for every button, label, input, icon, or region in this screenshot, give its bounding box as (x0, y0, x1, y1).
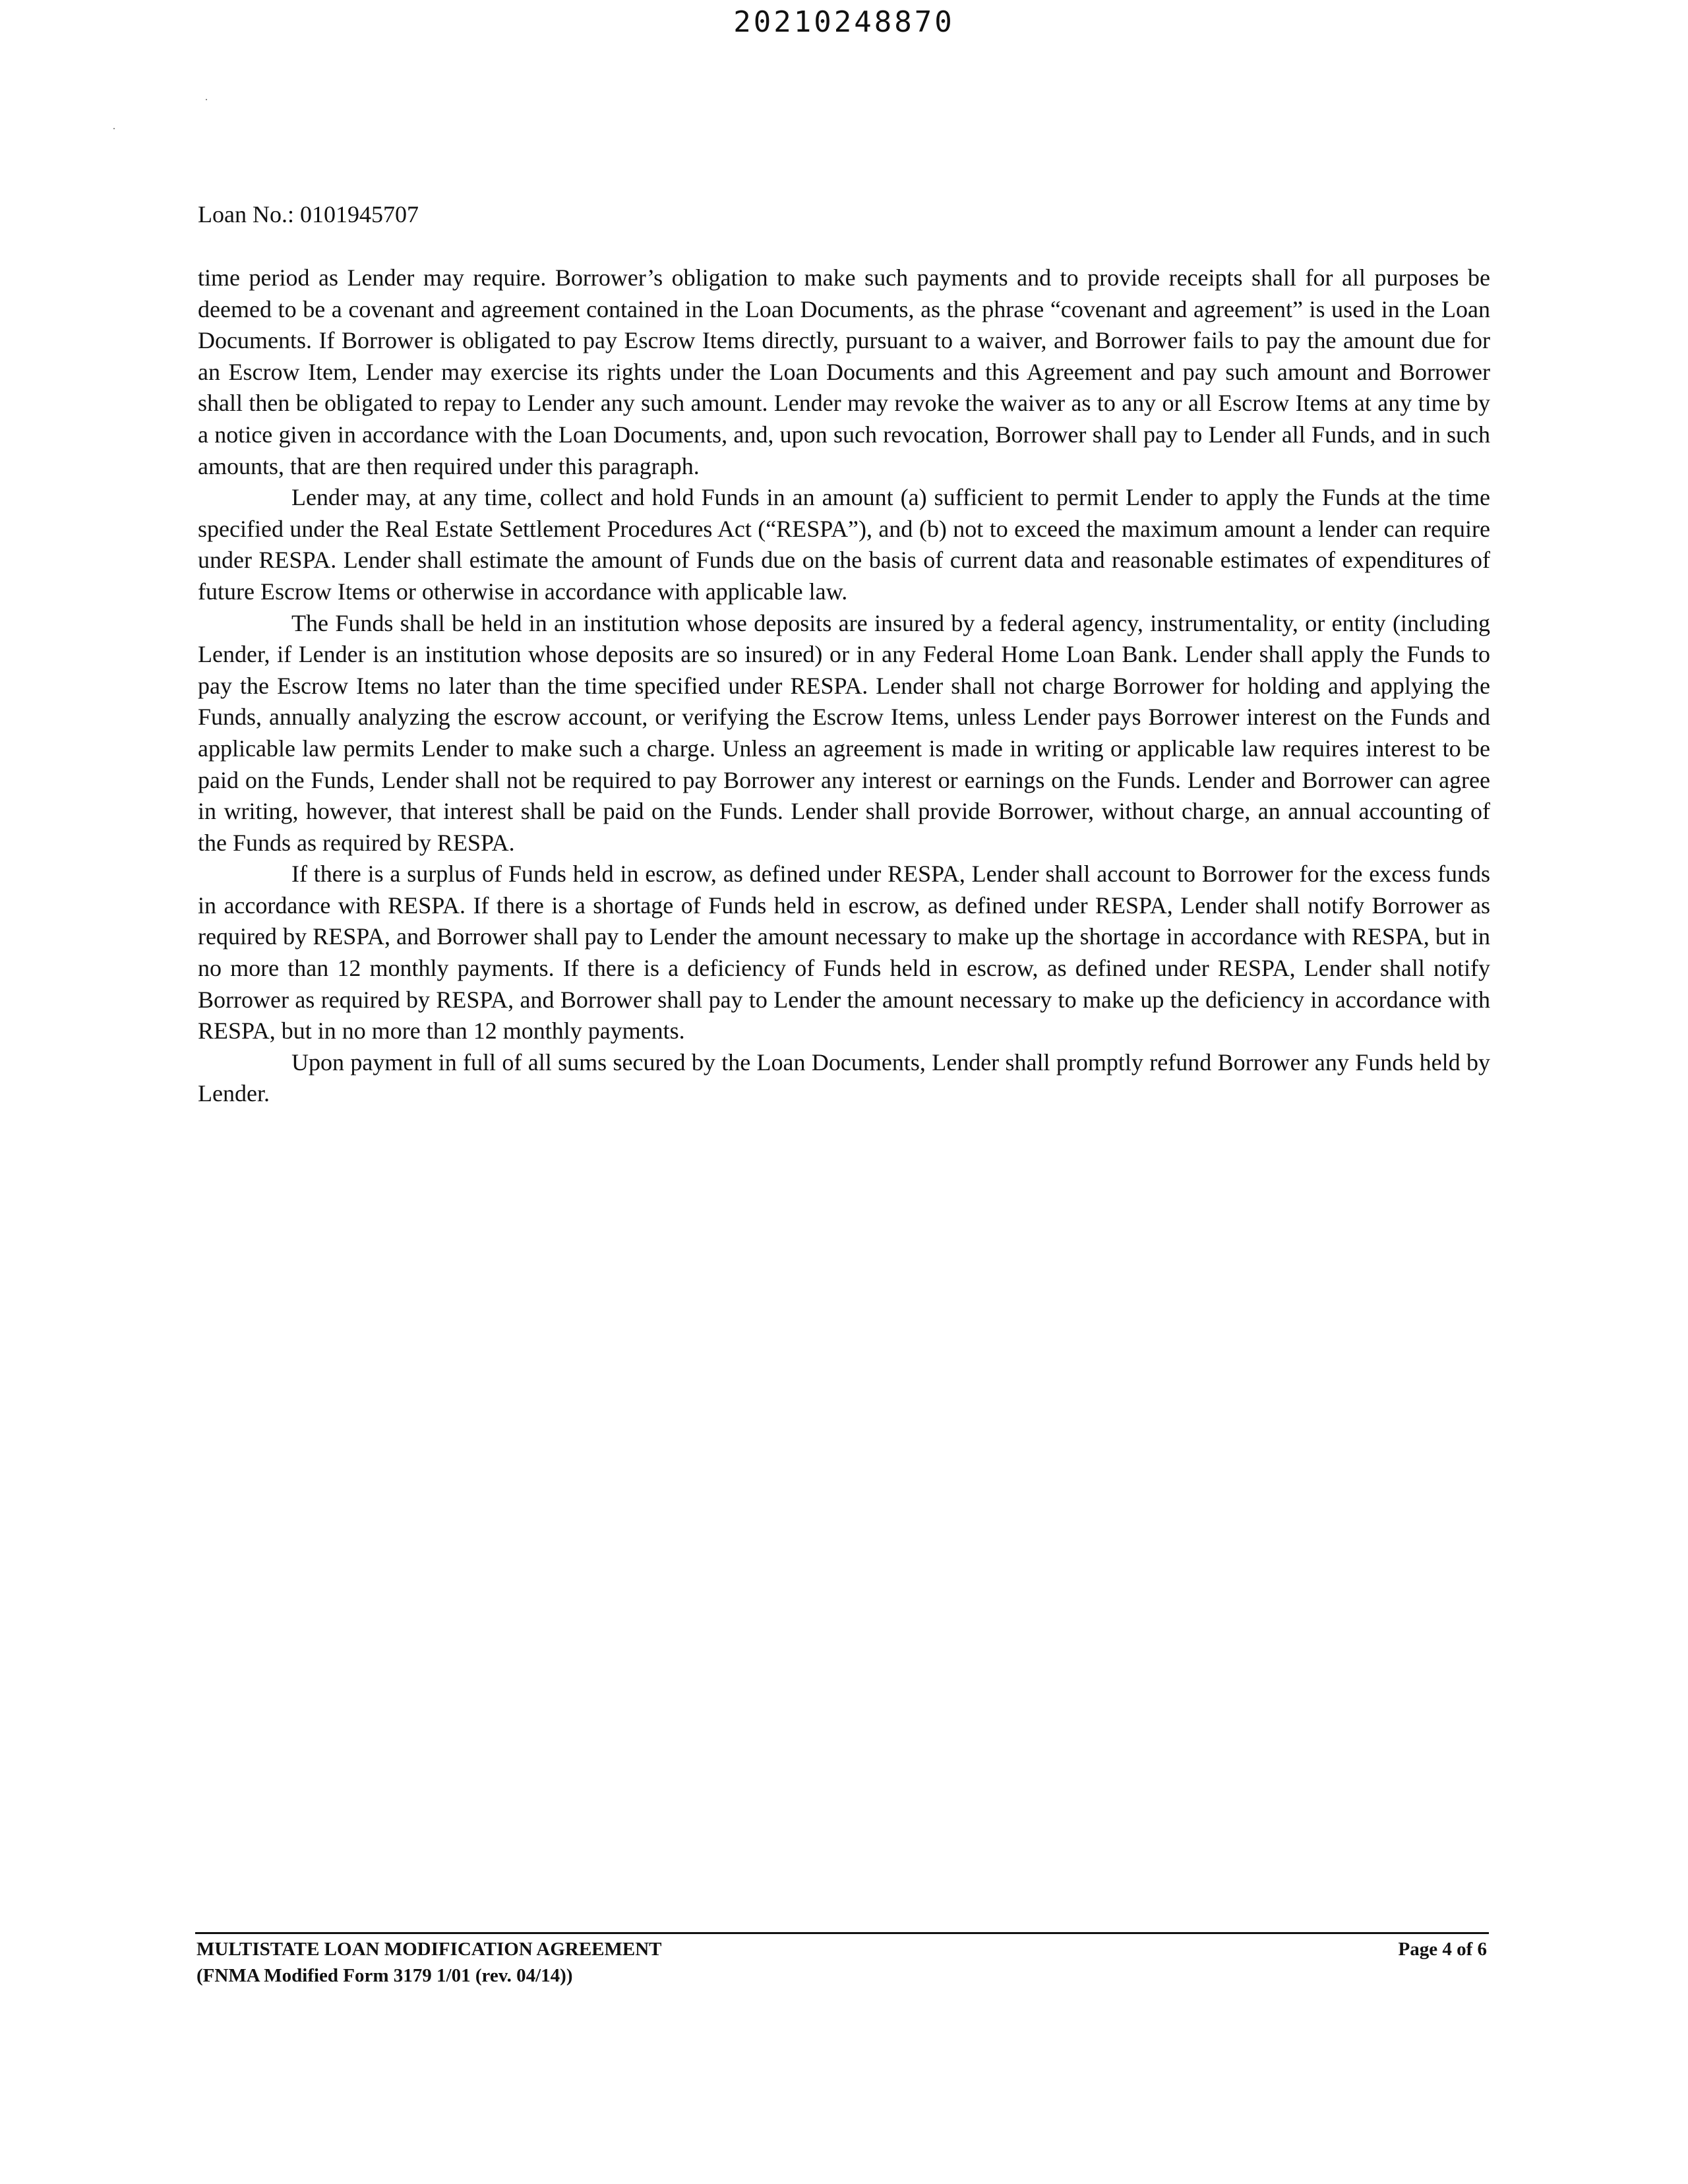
footer-page-number: Page 4 of 6 (1398, 1939, 1487, 1960)
paragraph: Upon payment in full of all sums secured by the Loan Documents, Lender shall promptly refund Borrower any Funds held by Lender. (198, 1048, 1490, 1107)
paragraph: If there is a surplus of Funds held in escrow, as defined under RESPA, Lender shall account to Borrower for the excess funds in accordance with RESPA. If there is a shortage of Funds held in escrow, as defined under RESPA, Lender shall notify Borrower as required by RESPA, and Borrower shall pay to Lender the amount necessary to make up the shortage in accordance with RESPA, but in no more than 12 monthly payments. If there is a deficiency of Funds held in escrow, as defined under RESPA, Lender shall notify Borrower as required by RESPA, and Borrower shall pay to Lender the amount necessary to make up the deficiency in accordance with RESPA, but in no more than 12 monthly payments. (198, 861, 1490, 1045)
footer-rule (195, 1932, 1489, 1934)
loan-number: Loan No.: 0101945707 (198, 201, 419, 228)
scan-speck (113, 128, 115, 129)
scan-speck (206, 99, 207, 100)
paragraph: Lender may, at any time, collect and hold Funds in an amount (a) sufficient to permit Lender to apply the Funds at the time specified under the Real Estate Settlement Procedures Act (“RESPA”), and (b) not to exceed the maximum amount a lender can require under RESPA. Lender shall estimate the amount of Funds due on the basis of current data and reasonable estimates of expenditures of future Escrow Items or otherwise in accordance with applicable law. (198, 484, 1490, 605)
paragraph: The Funds shall be held in an institution whose deposits are insured by a federal agency, instrumentality, or entity (including Lender, if Lender is an institution whose deposits are so insured) or in any Federal Home Loan Bank. Lender shall apply the Funds to pay the Escrow Items no later than the time specified under RESPA. Lender shall not charge Borrower for holding and applying the Funds, annually analyzing the escrow account, or verifying the Escrow Items, unless Lender pays Borrower interest on the Funds and applicable law permits Lender to make such a charge. Unless an agreement is made in writing or applicable law requires interest to be paid on the Funds, Lender shall not be required to pay Borrower any interest or earnings on the Funds. Lender and Borrower can agree in writing, however, that interest shall be paid on the Funds. Lender shall provide Borrower, without charge, an annual accounting of the Funds as required by RESPA. (198, 609, 1490, 856)
paragraph: time period as Lender may require. Borrower’s obligation to make such payments and to provide receipts shall for all purposes be deemed to be a covenant and agreement contained in the Loan Documents, as the phrase “covenant and agreement” is used in the Loan Documents. If Borrower is obligated to pay Escrow Items directly, pursuant to a waiver, and Borrower fails to pay the amount due for an Escrow Item, Lender may exercise its rights under the Loan Documents and this Agreement and pay such amount and Borrower shall then be obligated to repay to Lender any such amount. Lender may revoke the waiver as to any or all Escrow Items at any time by a notice given in accordance with the Loan Documents, and, upon such revocation, Borrower shall pay to Lender all Funds, and in such amounts, that are then required under this paragraph. (198, 264, 1490, 479)
document-body (198, 262, 1490, 1110)
document-number: 20210248870 (733, 5, 955, 39)
footer-title: MULTISTATE LOAN MODIFICATION AGREEMENT (196, 1939, 662, 1960)
footer-form-number: (FNMA Modified Form 3179 1/01 (rev. 04/14)) (196, 1965, 573, 1986)
